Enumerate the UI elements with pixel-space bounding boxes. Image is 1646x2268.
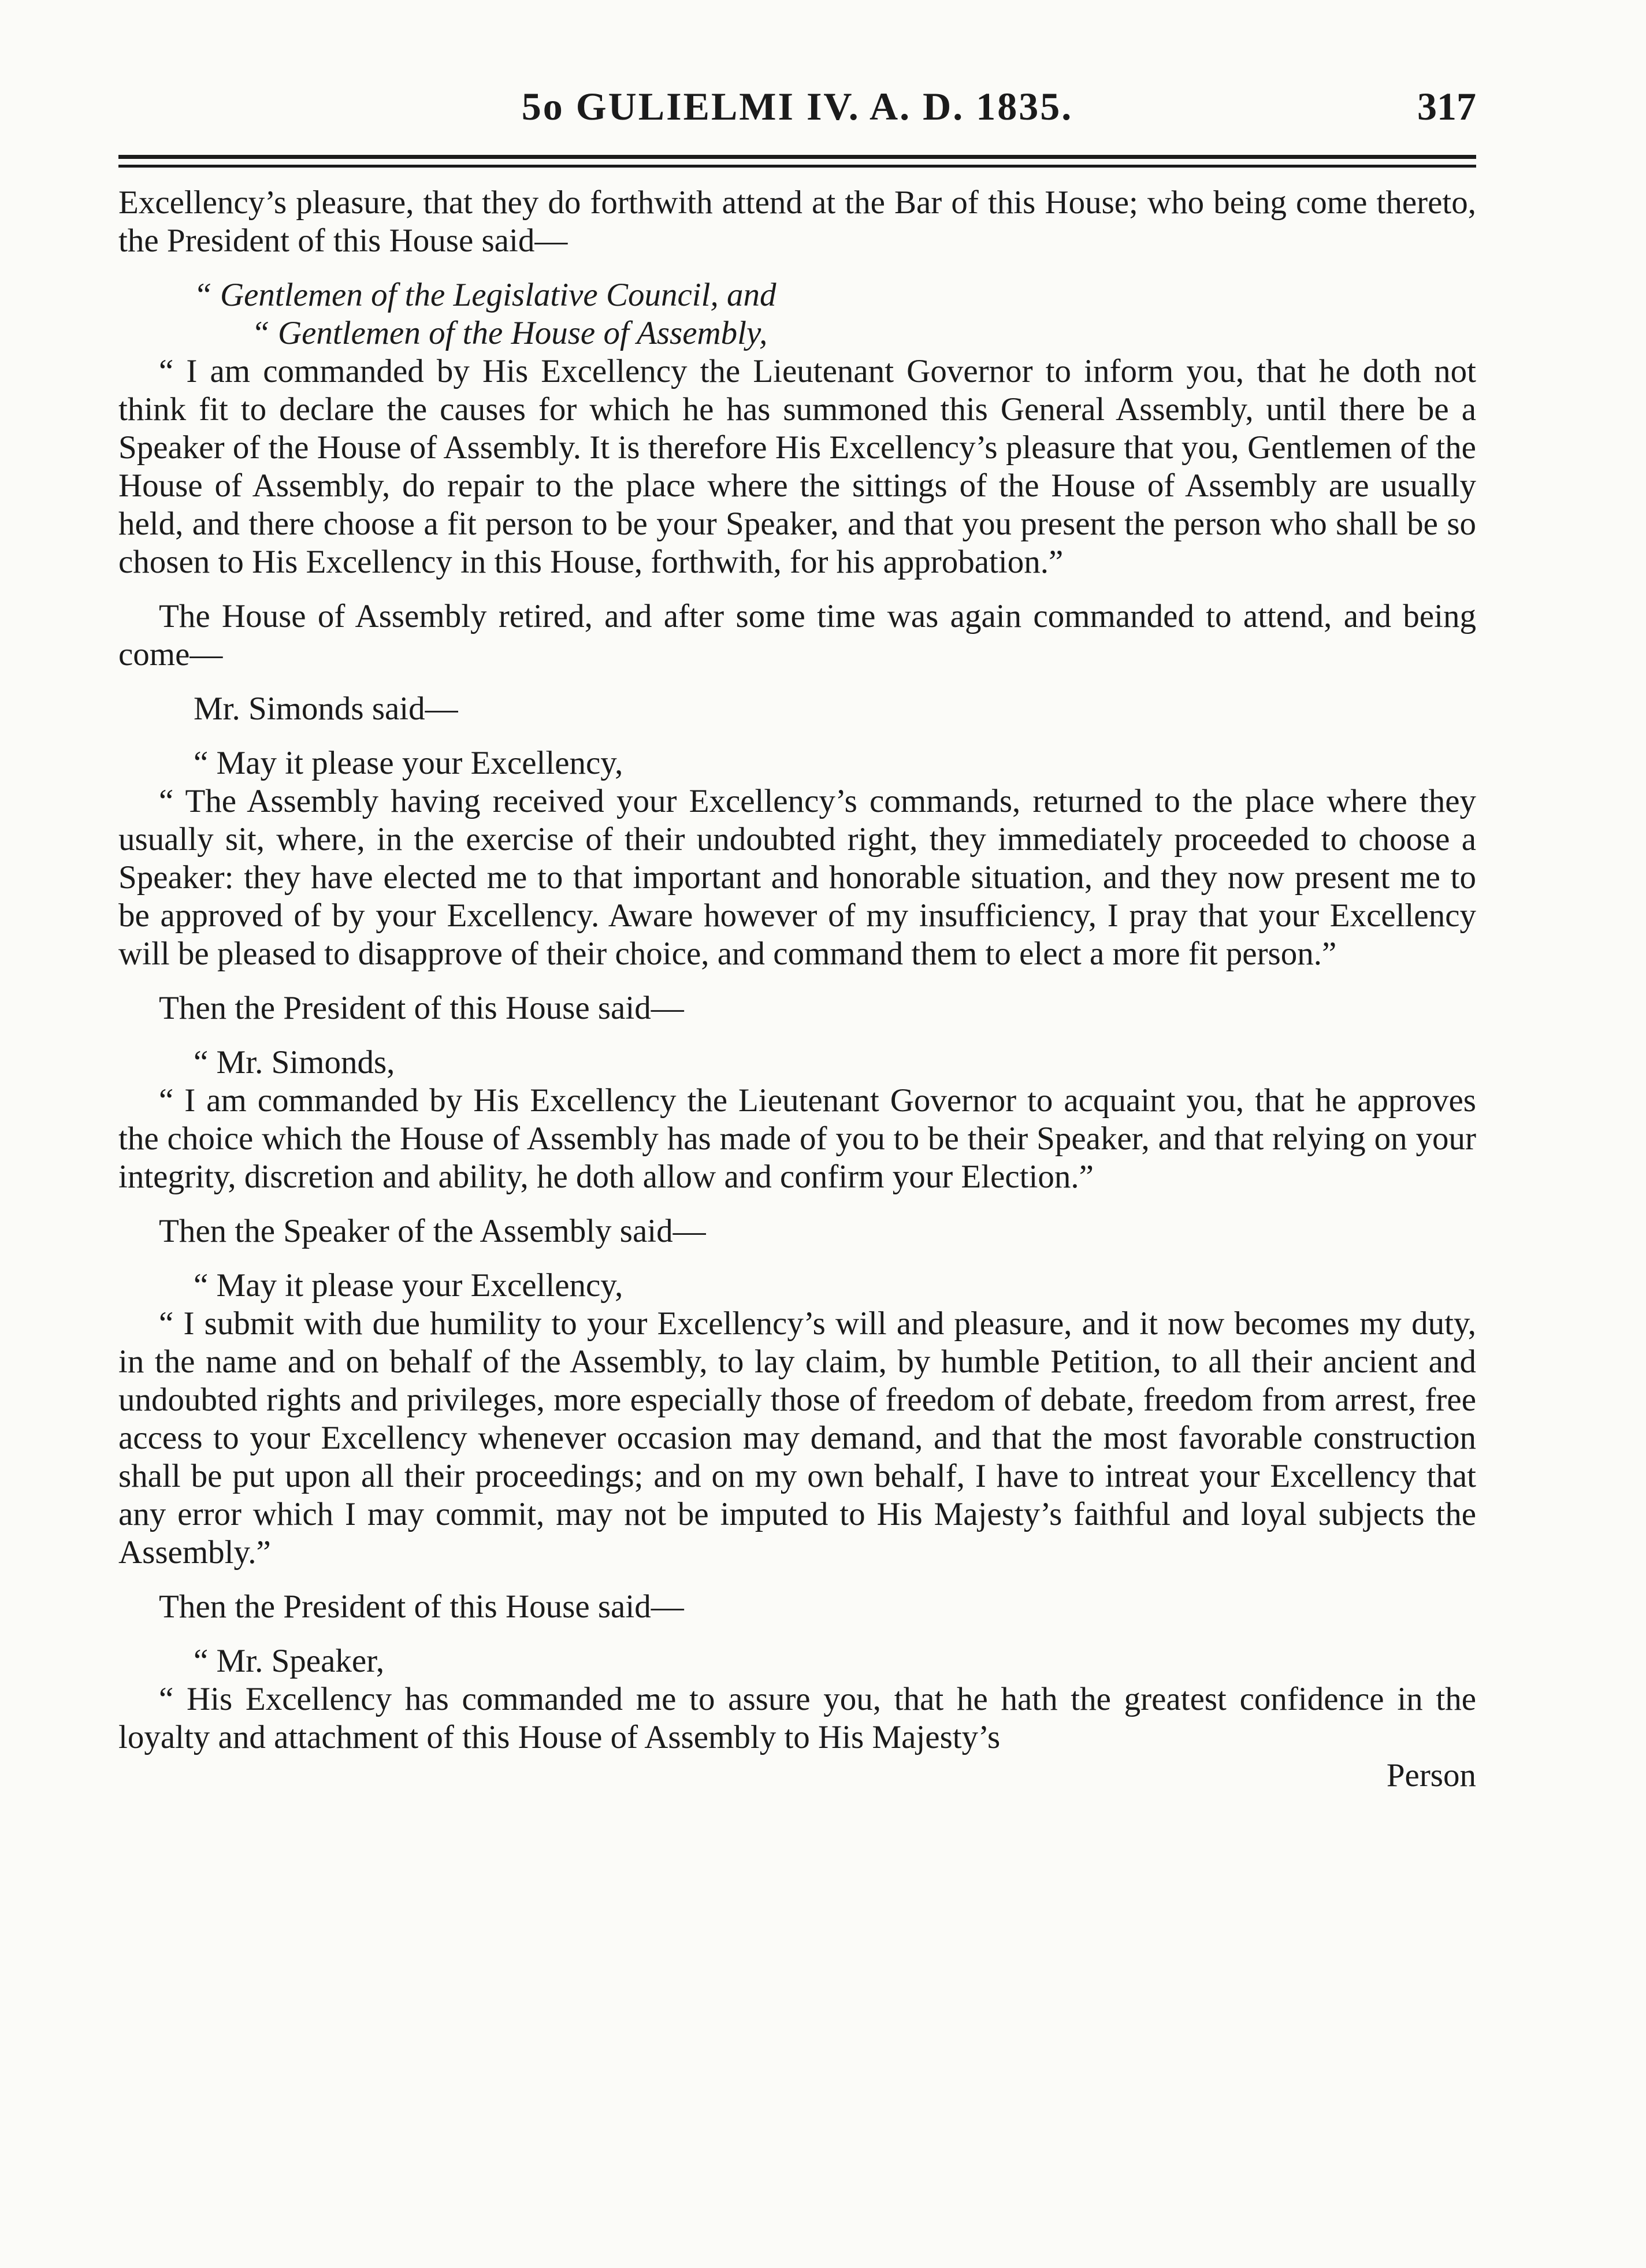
- paragraph-p17: “ His Excellency has commanded me to assure you, that he hath the greatest confidence in the loyalty and attachment of this House of Assembly to His Majesty’s: [118, 1681, 1476, 1755]
- header-title: 5o GULIELMI IV. A. D. 1835.: [521, 84, 1073, 128]
- paragraph-p10: “ Mr. Simonds,: [194, 1044, 395, 1081]
- header-rule: [118, 155, 1476, 168]
- paragraph-p3: “ Gentlemen of the House of Assembly,: [251, 315, 768, 351]
- paragraph-p13: “ May it please your Excellency,: [194, 1267, 623, 1304]
- page-number: 317: [1417, 84, 1476, 128]
- paragraph-p1: Excellency’s pleasure, that they do forthwith attend at the Bar of this House; who being come thereto, the President of this House said—: [118, 184, 1476, 259]
- paragraph-p7: “ May it please your Excellency,: [194, 745, 623, 781]
- paragraph-p2: “ Gentlemen of the Legislative Council, and: [194, 277, 776, 313]
- paragraph-p12: Then the Speaker of the Assembly said—: [159, 1213, 706, 1249]
- catchword: Person: [1386, 1757, 1476, 1794]
- paragraph-p8: “ The Assembly having received your Excellency’s commands, returned to the place where they usually sit, where, in the exercise of their undoubted right, they immediately proceeded to choose a Speaker: they have elected me to that important and honorable situation, and they now present me to be approved of by your Excellency. Aware however of my insufficiency, I pray that your Excellency will be pleased to disapprove of their choice, and command them to elect a more fit person.”: [118, 783, 1476, 972]
- running-header: [118, 84, 1476, 147]
- paragraph-p9: Then the President of this House said—: [159, 990, 684, 1026]
- paragraph-p14: “ I submit with due humility to your Excellency’s will and pleasure, and it now becomes my duty, in the name and on behalf of the Assembly, to lay claim, by humble Petition, to all their ancient and undoubted rights and privileges, more especially those of freedom of debate, freedom from arrest, free access to your Excellency whenever occasion may demand, and that the most favorable construction shall be put upon all their proceedings; and on my own behalf, I have to intreat your Excellency that any error which I may commit, may not be imputed to His Majesty’s faithful and loyal subjects the Assembly.”: [118, 1305, 1476, 1571]
- body-text: [118, 184, 1476, 1795]
- paragraph-p15: Then the President of this House said—: [159, 1588, 684, 1625]
- paragraph-p11: “ I am commanded by His Excellency the Lieutenant Governor to acquaint you, that he approves the choice which the House of Assembly has made of you to be their Speaker, and that relying on your integrity, discretion and ability, he doth allow and confirm your Election.”: [118, 1082, 1476, 1195]
- paragraph-p16: “ Mr. Speaker,: [194, 1643, 385, 1679]
- paragraph-p4: “ I am commanded by His Excellency the Lieutenant Governor to inform you, that he doth not think fit to declare the causes for which he has summoned this General Assembly, until there be a Speaker of the House of Assembly. It is therefore His Excellency’s pleasure that you, Gentlemen of the House of Assembly, do repair to the place where the sittings of the House of Assembly are usually held, and there choose a fit person to be your Speaker, and that you present the person who shall be so chosen to His Excellency in this House, forthwith, for his approbation.”: [118, 353, 1476, 580]
- paragraph-p6: Mr. Simonds said—: [194, 691, 458, 727]
- paragraph-p5: The House of Assembly retired, and after some time was again commanded to attend, and being come—: [118, 598, 1476, 673]
